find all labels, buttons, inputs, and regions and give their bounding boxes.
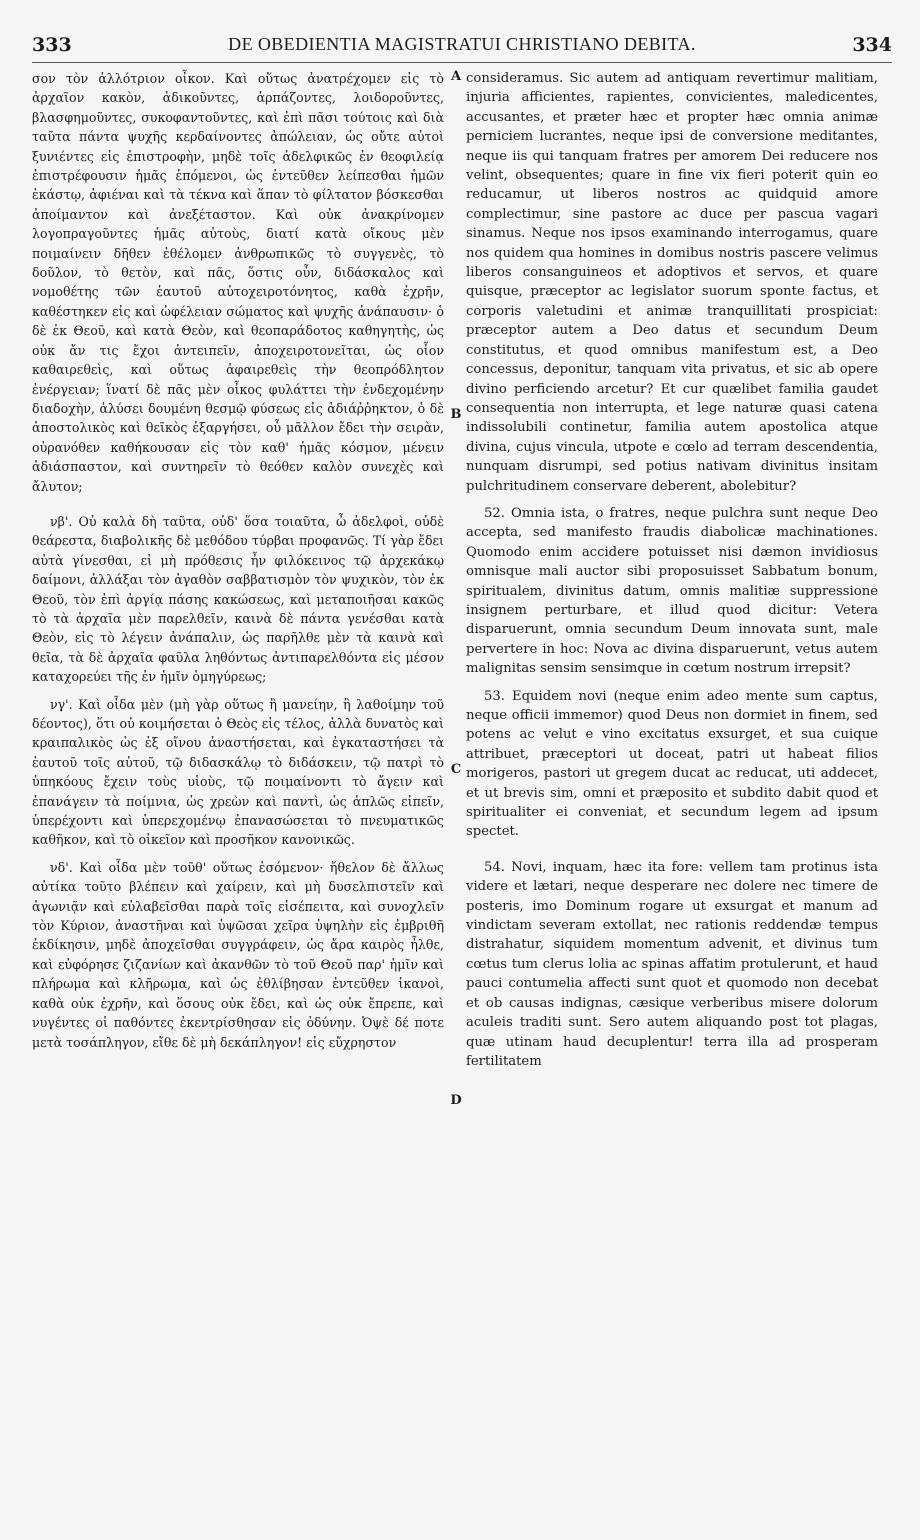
latin-paragraph: 53. Equidem novi (neque enim adeo mente sum captus, neque officii immemor) quod Deus non dormiet in finem, sed potens ac velut e vino excitatus exsurget, et sua cuique attribuet, præceptori ut doceat, patri ut habeat filios morigeros, pastori ut gregem ducat ac reducat, uti addecet, et ut brevis sim, omni et præposito et subdito dabit quod et spiritualiter ei conveniat, et secundum legem ad ipsum spectet. [466, 688, 878, 840]
latin-paragraph: consideramus. Sic autem ad antiquam revertimur malitiam, injuria afficientes, rapientes, convicientes, maledicentes, accusantes, et præter hæc et propter hæc omnia animæ perniciem lucrantes, neque ipsi de conversione meditantes, neque iis qui tanquam fratres per amorem Dei reducere nos velint, obsequentes; quare in fine vix fieri poterit quin eo reducamur, ut liberos nostros ac quidquid amore complectimur, sine pastore ac duce per pascua vagari sinamus. Neque nos ipsos examinando interrogamus, quare nos quidem qua homines in domibus nostris pascere velimus liberos consanguineos et adoptivos et servos, et quare quisque, præceptor ac legislator suorum sponte factus, et corporis valetudini et animæ tranquillitati prospiciat: præceptor autem a Deo datus et secundum Deum constitutus, et quod omnibus manifestum est, a Deo concessus, deponitur, tanquam vita privatus, et sic ab opere divino perficiendo arcetur? Et cur quælibet familia gaudet consequentia non interrupta, et lege naturæ quasi catena indissolubili continetur, familia autem apostolica atque divina, cujus vincula, utpote e cœlo ad terram descendentia, nunquam disrumpi, sed potius nativam divinitus insitam pulchritudinem conservare deberent, abolebitur? [466, 71, 878, 494]
running-title: DE OBEDIENTIA MAGISTRATUI CHRISTIANO DEBITA. [228, 34, 696, 54]
margin-letter-a: A [450, 69, 462, 84]
running-header [32, 26, 892, 63]
latin-paragraph: 52. Omnia ista, o fratres, neque pulchra sunt neque Deo accepta, sed manifesto fraudis diabolicæ machinationes. Quomodo enim accidere potuisset nisi dæmon invidiosus omnisque mali auctor sibi proposuisset Sabbatum bonum, spiritualem, divinitus datum, omnis malitiæ suppressione insignem perturbare, et illud quod dicitur: Vetera disparuerunt, omnia secundum Deum innovata sunt, male pervertere in hoc: Nova ac divina disparuerunt, vetus autem malignitas sensim sensimque in cœtum nostrum irrepsit? [466, 505, 878, 677]
margin-letter-b: B [450, 407, 462, 422]
page-number-left: 333 [32, 34, 72, 56]
page-number-right: 334 [852, 34, 892, 56]
greek-paragraph: σον τὸν ἀλλότριον οἶκον. Καὶ οὕτως ἀνατρέχομεν εἰς τὸ ἀρχαῖον κακὸν, ἀδικοῦντες, ἁρπάζοντες, λοιδοροῦντες, βλασφημοῦντες, συκοφαντοῦντες, καὶ ἐπὶ πᾶσι τούτοις καὶ διὰ ταῦτα πάντα ψυχῆς κερδαίνοντες ἀπώλειαν, ὡς οὔτε αὐτοὶ ξυνιέντες εἰς ἐπιστροφὴν, μηδὲ τοῖς ἀδελφικῶς ἐν θεοφιλείᾳ ἐπιστρέφουσιν ἡμᾶς ἑπόμενοι, ὡς ἐντεῦθεν λείπεσθαι ἡμῶν ἑκάστῳ, ἀφιέναι καὶ τὰ τέκνα καὶ ἅπαν τὸ φίλτατον βόσκεσθαι ἀποίμαντον καὶ ἀνεξέταστον. Καὶ οὐκ ἀνακρίνομεν λογοπραγοῦντες ἡμᾶς αὐτοὺς, διατί κατὰ οἴκους μὲν ποιμαίνειν δῆθεν ἐθέλομεν ἀνθρωπικῶς τὸ συγγενὲς, τὸ δοῦλον, τὸ θετὸν, καὶ πᾶς, ὅστις οὖν, διδάσκαλος καὶ νομοθέτης τῶν ἑαυτοῦ αὐτοχειροτόνητος, καθὰ ἐχρῆν, καθέστηκεν εἰς καὶ ὠφέλειαν σώματος καὶ ψυχῆς ἀνάπαυσιν· ὁ δὲ ἐκ Θεοῦ, καὶ κατὰ Θεὸν, καὶ θεοπαράδοτος καθηγητὴς, ὡς οὐκ ἄν τις ἔχοι ἀντειπεῖν, ἀποχειροτονεῖται, ὡς οἷον καθαιρεθεὶς, καὶ οὕτως ἀφαιρεθεὶς τὴν θεοπρόδλητον ἐνέργειαν; ἵνατί δὲ πᾶς μὲν οἶκος φυλάττει τὴν ἐνδεχομένην διαδοχὴν, ἁλύσει δουμένη θεσμῷ φύσεως εἰς ἀδιάῤῥηκτον, ὁ δὲ ἀποστολικὸς καὶ θεῖκὸς ἐξαργήσει, οὗ μᾶλλον ἔδει τὴν σειρὰν, οὐρανόθεν καθήκουσαν εἰς τὸν καθ' ἡμᾶς κόσμον, μένειν ἀδιάσπαστον, καὶ συντηρεῖν τὸ θεόθεν καλὸν συνεχὲς καὶ ἄλυτον; [32, 71, 444, 494]
two-column-body [32, 69, 892, 1108]
latin-paragraph: 54. Novi, inquam, hæc ita fore: vellem tam protinus ista videre et lætari, neque desperare nec dolere nec timere de posteris, imo Dominum rogare ut exsurgat et manum ad vindictam severam extollat, nec rationis reddendæ tempus distrahatur, siquidem momentum advenit, et divinus tum cœtus tum clerus lolia ac spinas affatim protulerunt, et haud pauci contumelia affecti sunt quot et quomodo non decebat et ob causas indignas, cæsique verberibus misere dolorum aculeis traditi sunt. Sero autem aliquando post tot plagas, quæ utinam haud decuplentur! terra illa ad prosperam fertilitatem [466, 859, 878, 1069]
greek-paragraph: νγ'. Καὶ οἶδα μὲν (μὴ γὰρ οὕτως ἢ μανείην, ἢ λαθοίμην τοῦ δέοντος), ὅτι οὐ κοιμήσεται ὁ Θεὸς εἰς τέλος, ἀλλὰ δυνατὸς καὶ κραιπαλικὸς ὡς ἐξ οἴνου ἀναστήσεται, καὶ ἐγκαταστήσει τὰ ἑαυτοῦ τοῖς αὐτοῦ, τῷ διδασκάλῳ τὸ διδάσκειν, τῷ πατρὶ τὸ ὑπηκόους ἔχειν τοὺς υἱοὺς, τῷ ποιμαίνοντι τὸ ἄγειν καὶ ἐπανάγειν τὰ ποίμνια, ὡς χρεὼν καὶ παντὶ, ὡς ἁπλῶς εἰπεῖν, ὑπερέχοντι καὶ ὑπερεχομένῳ ἐπανασώσεται τὸ πνευματικῶς καθῆκον, καὶ τὸ οἰκεῖον καὶ προσῆκον κανονικῶς. [32, 696, 444, 848]
latin-column [466, 69, 878, 1071]
greek-paragraph: νδ'. Καὶ οἶδα μὲν τοῦθ' οὕτως ἐσόμενον· ἤθελον δὲ ἄλλως αὐτίκα τοῦτο βλέπειν καὶ χαίρειν, καὶ μὴ δυσελπιστεῖν καὶ ἀγωνιᾷν καὶ εὐλαβεῖσθαι παρὰ τοῖς εἰσέπειτα, καὶ συνοχλεῖν τὸν Κύριον, ἀναστῆναι καὶ ὑψῶσαι χεῖρα ὑψηλὴν εἰς ἐμβριθῆ ἐκδίκησιν, μηδὲ ἀποχεῖσθαι συγγράφειν, ὡς ἄρα καιρὸς ἦλθε, καὶ εὐφόρησε ζιζανίων καὶ ἀκανθῶν τὸ τοῦ Θεοῦ παρ' ἡμῖν καὶ πλήρωμα καὶ κλῆρωμα, καὶ ὡς ἐθλίβησαν ἐντεῦθεν ἱκανοὶ, καθὰ οὐκ ἐχρῆν, καὶ ὅσους οὐκ ἔδει, καὶ ὡς οὐκ ἔπρεπε, καὶ νυγέντες οἱ παθόντες ἐκεντρίσθησαν εἰς ὀδύνην. Ὀψὲ δέ ποτε μετὰ τοσάπληγον, εἴθε δὲ μὴ δεκάπληγον! εἰς εὔχρηστον [32, 859, 444, 1050]
margin-letter-d: D [450, 1093, 462, 1108]
margin-letter-c: C [450, 762, 462, 777]
greek-paragraph: νβ'. Οὐ καλὰ δὴ ταῦτα, οὐδ' ὅσα τοιαῦτα, ὦ ἀδελφοὶ, οὐδὲ θεάρεστα, διαβολικῆς δὲ μεθόδου τύρβαι προφανῶς. Τί γὰρ ἔδει αὐτὰ γίνεσθαι, εἰ μὴ πρόθεσις ἦν φιλόκεινος τῷ ἀρχεκάκῳ δαίμονι, ἀλλάξαι τὸν ἀγαθὸν σαββατισμὸν τὸν ψυχικὸν, τὸν ἐκ Θεοῦ, τὸν ἐπὶ ἀργίᾳ πάσης κακώσεως, καὶ μεταποιῆσαι κακῶς τὸ τὰ ἀρχαῖα μὲν παρελθεῖν, καινὰ δὲ πάντα γενέσθαι κατὰ Θεὸν, εἰς τὸ λέγειν ἀνάπαλιν, ὡς παρῆλθε μὲν τὰ καινὰ καὶ θεῖα, τὰ δὲ ἀρχαῖα φαῦλα ληθόντως ἀντιπαρελθόντα εἰς μέσον καταχορεύει τῆς ἐν ἡμῖν ὁμηγύρεως; [32, 513, 444, 685]
greek-column [32, 69, 444, 1071]
